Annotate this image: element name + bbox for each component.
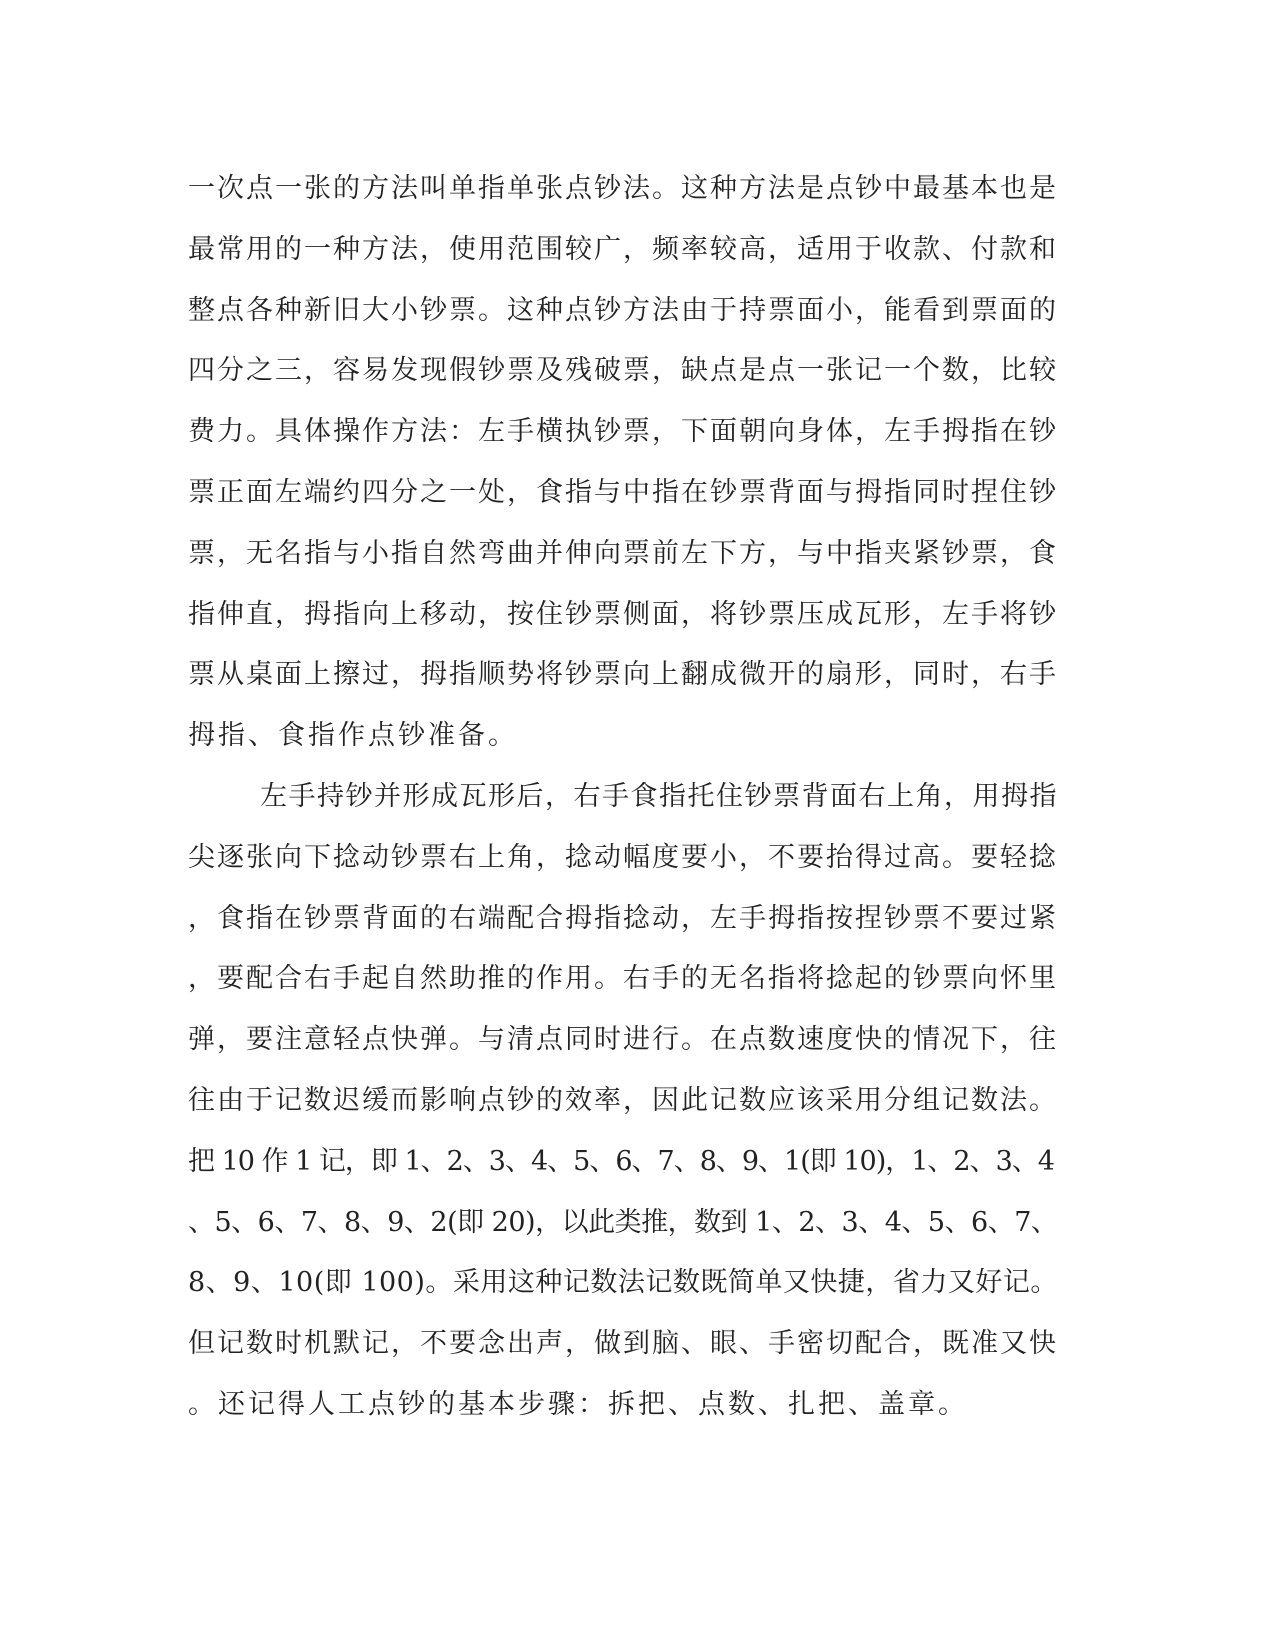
document-body bbox=[188, 159, 1068, 1436]
text-line: 往由于记数迟缓而影响点钞的效率，因此记数应该采用分组记数法。 bbox=[188, 1084, 1058, 1116]
text-line: 尖逐张向下捻动钞票右上角，捻动幅度要小，不要抬得过高。要轻捻 bbox=[188, 841, 1058, 873]
text-line: 指伸直，拇指向上移动，按住钞票侧面，将钞票压成瓦形，左手将钞 bbox=[188, 598, 1058, 630]
text-line: 票从桌面上擦过，拇指顺势将钞票向上翻成微开的扇形，同时，右手 bbox=[188, 659, 1058, 691]
text-line: 8、9、10(即 100)。采用这种记数法记数既简单又快捷，省力又好记。 bbox=[188, 1267, 1058, 1299]
text-line: ，要配合右手起自然助推的作用。右手的无名指将捻起的钞票向怀里 bbox=[188, 963, 1058, 995]
text-line: 一次点一张的方法叫单指单张点钞法。这种方法是点钞中最基本也是 bbox=[188, 173, 1058, 204]
text-line: 弹，要注意轻点快弹。与清点同时进行。在点数速度快的情况下，往 bbox=[188, 1024, 1058, 1056]
text-line: 票，无名指与小指自然弯曲并伸向票前左下方，与中指夹紧钞票，食 bbox=[188, 537, 1058, 569]
text-line: 、5、6、7、8、9、2(即 20)，以此类推，数到 1、2、3、4、5、6、7、 bbox=[188, 1206, 1058, 1238]
text-line: 费力。具体操作方法：左手横执钞票，下面朝向身体，左手拇指在钞 bbox=[188, 416, 1058, 448]
paragraph-counting-technique bbox=[188, 767, 1068, 1436]
paragraph-single-finger-method bbox=[188, 159, 1068, 767]
text-line: 左手持钞并形成瓦形后，右手食指托住钞票背面右上角，用拇指 bbox=[260, 780, 1058, 812]
text-line: 最常用的一种方法，使用范围较广，频率较高，适用于收款、付款和 bbox=[188, 233, 1058, 265]
text-line: ，食指在钞票背面的右端配合拇指捻动，左手拇指按捏钞票不要过紧 bbox=[188, 902, 1058, 934]
text-line: 整点各种新旧大小钞票。这种点钞方法由于持票面小，能看到票面的 bbox=[188, 294, 1058, 326]
text-line: 但记数时机默记，不要念出声，做到脑、眼、手密切配合，既准又快 bbox=[188, 1328, 1058, 1360]
text-line: 把 10 作 1 记，即 1、2、3、4、5、6、7、8、9、1(即 10)，1、2、3、4 bbox=[188, 1145, 1054, 1177]
text-line: 。还记得人工点钞的基本步骤：拆把、点数、扎把、盖章。 bbox=[188, 1388, 968, 1420]
text-line: 四分之三，容易发现假钞票及残破票，缺点是点一张记一个数，比较 bbox=[188, 355, 1058, 387]
text-line: 拇指、食指作点钞准备。 bbox=[188, 720, 518, 752]
text-line: 票正面左端约四分之一处，食指与中指在钞票背面与拇指同时捏住钞 bbox=[188, 476, 1058, 508]
